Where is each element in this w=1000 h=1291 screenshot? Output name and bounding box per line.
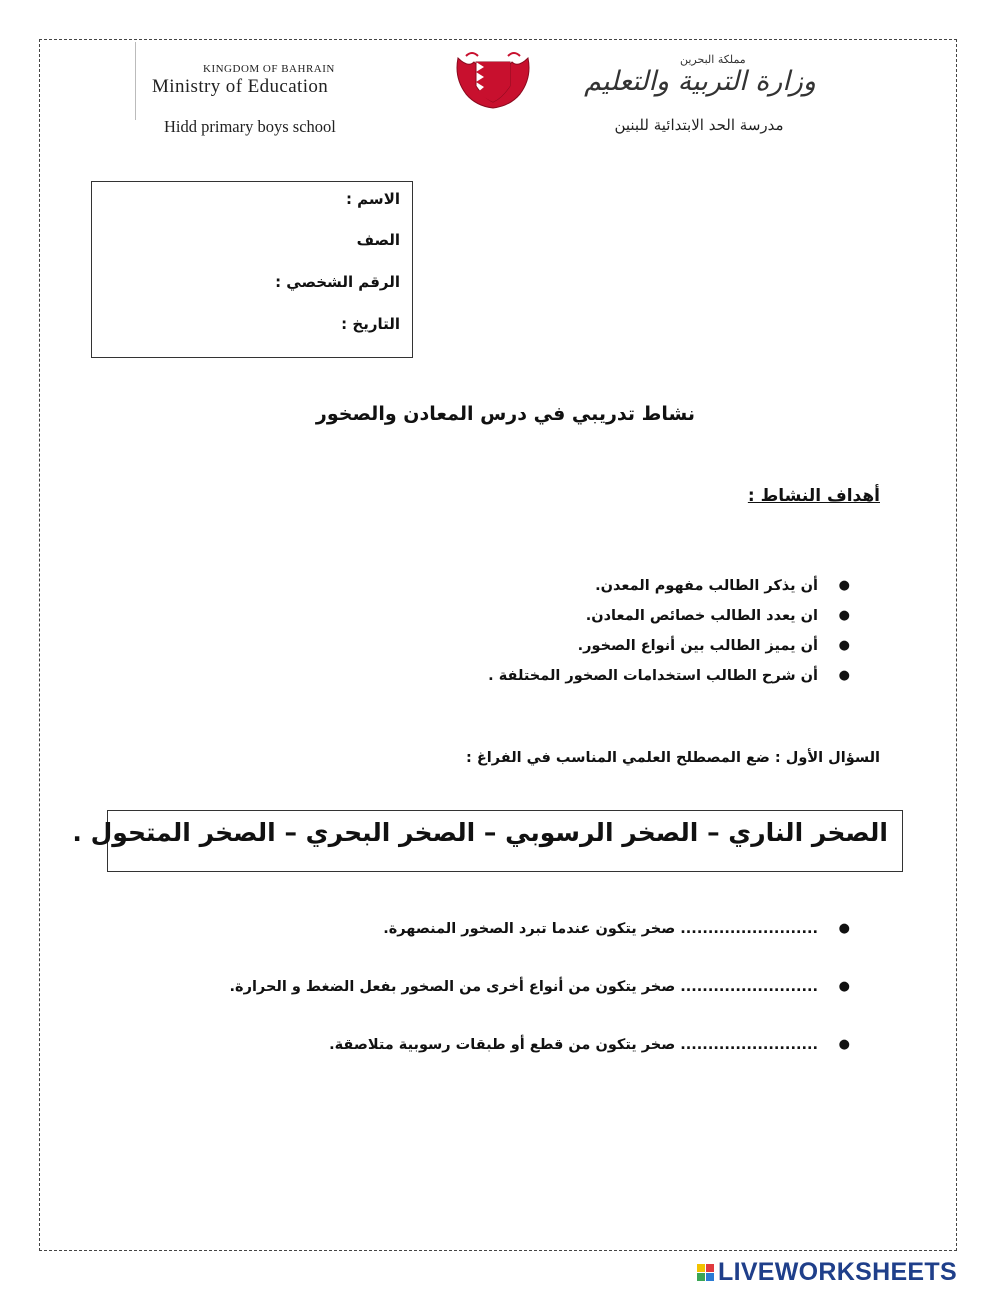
- goal-text: ان يعدد الطالب خصائص المعادن.: [585, 608, 818, 624]
- sentences-list: [229, 921, 850, 1095]
- list-item: [488, 668, 850, 698]
- goal-text: أن يميز الطالب بين أنواع الصخور.: [577, 638, 818, 654]
- goal-text: أن يذكر الطالب مفهوم المعدن.: [595, 578, 818, 594]
- brand-name: LIVEWORKSHEETS: [718, 1257, 957, 1286]
- logo-blocks-icon: [697, 1264, 714, 1281]
- student-info-box: [91, 181, 413, 358]
- sentence-text: ......................... صخر يتكون من قطع أو طبقات رسوبية متلاصقة.: [329, 1037, 818, 1053]
- ministry-en: Ministry of Education: [152, 76, 329, 97]
- id-label: الرقم الشخصي :: [275, 273, 400, 291]
- school-ar: مدرسة الحد الابتدائية للبنين: [614, 116, 784, 134]
- goal-text: أن شرح الطالب استخدامات الصخور المختلفة .: [488, 668, 818, 684]
- list-item: [230, 921, 850, 979]
- sentence-text: ......................... صخر يتكون عندما تبرد الصخور المنصهرة.: [383, 921, 818, 937]
- class-label: الصف: [356, 231, 400, 249]
- list-item: [488, 608, 850, 638]
- goals-list: [488, 578, 850, 698]
- bullet-icon: ●: [838, 578, 850, 593]
- header-divider: [135, 42, 136, 120]
- name-label: الاسم :: [345, 190, 400, 208]
- liveworksheets-logo[interactable]: [697, 1259, 957, 1285]
- list-item: [488, 638, 850, 668]
- bullet-icon: ●: [838, 638, 850, 653]
- kingdom-ar: مملكة البحرين: [680, 53, 746, 66]
- kingdom-en: KINGDOM OF BAHRAIN: [203, 63, 335, 75]
- bahrain-emblem-icon: [452, 48, 534, 110]
- page-title: نشاط تدريبي في درس المعادن والصخور: [315, 403, 695, 425]
- school-en: Hidd primary boys school: [164, 117, 336, 136]
- list-item: [488, 578, 850, 608]
- sentence-text: ......................... صخر يتكون من أنواع أخرى من الصخور بفعل الضغط و الحرارة.: [229, 979, 818, 995]
- bullet-icon: ●: [838, 668, 850, 683]
- bullet-icon: ●: [838, 608, 850, 623]
- question-prompt: السؤال الأول : ضع المصطلح العلمي المناسب في الفراغ :: [466, 750, 880, 766]
- terms-box: الصخر الناري – الصخر الرسوبي – الصخر البحري – الصخر المتحول .: [107, 810, 903, 872]
- ministry-ar: وزارة التربية والتعليم: [584, 66, 816, 97]
- goals-heading: أهداف النشاط :: [747, 486, 880, 506]
- bullet-icon: ●: [838, 1037, 850, 1052]
- bullet-icon: ●: [838, 921, 850, 936]
- list-item: [230, 1037, 850, 1095]
- bullet-icon: ●: [838, 979, 850, 994]
- list-item: [229, 979, 850, 1037]
- date-label: التاريخ :: [341, 315, 400, 333]
